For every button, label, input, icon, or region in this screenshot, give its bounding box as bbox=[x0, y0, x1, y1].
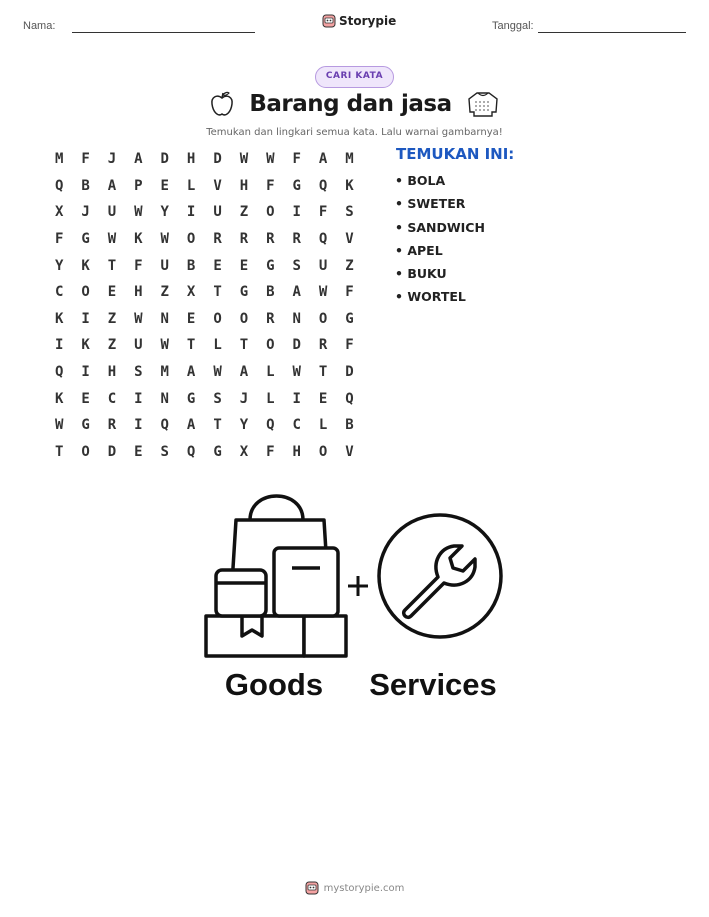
grid-cell[interactable]: I bbox=[134, 390, 143, 407]
grid-cell[interactable]: W bbox=[213, 364, 222, 381]
grid-cell[interactable]: E bbox=[186, 310, 196, 327]
word-item: • BUKU bbox=[395, 266, 447, 282]
grid-cell[interactable]: I bbox=[186, 204, 196, 221]
grid-cell[interactable]: G bbox=[266, 257, 275, 274]
grid-cell[interactable]: Q bbox=[345, 390, 354, 407]
grid-cell[interactable]: A bbox=[318, 151, 328, 168]
grid-cell[interactable]: K bbox=[54, 310, 64, 327]
grid-cell[interactable]: R bbox=[213, 231, 222, 248]
grid-cell[interactable]: N bbox=[292, 310, 301, 327]
grid-cell[interactable]: T bbox=[54, 443, 64, 460]
grid-cell[interactable]: H bbox=[107, 364, 117, 381]
grid-cell[interactable]: W bbox=[134, 204, 143, 221]
grid-cell[interactable]: Z bbox=[345, 257, 354, 274]
grid-row bbox=[46, 412, 363, 439]
grid-cell[interactable]: W bbox=[160, 337, 169, 354]
grid-cell[interactable]: F bbox=[54, 231, 64, 248]
grid-cell[interactable]: S bbox=[213, 390, 222, 407]
grid-cell[interactable]: Q bbox=[266, 417, 275, 434]
grid-cell[interactable]: Y bbox=[54, 257, 64, 274]
grid-row bbox=[46, 439, 363, 466]
grid-cell[interactable]: E bbox=[81, 390, 90, 407]
grid-cell[interactable]: K bbox=[54, 390, 64, 407]
grid-cell[interactable]: U bbox=[318, 257, 328, 274]
grid-cell[interactable]: O bbox=[81, 443, 90, 460]
grid-cell[interactable]: D bbox=[292, 337, 301, 354]
grid-cell[interactable]: J bbox=[239, 390, 249, 407]
grid-cell[interactable]: I bbox=[134, 417, 143, 434]
grid-cell[interactable]: U bbox=[160, 257, 169, 274]
grid-row bbox=[46, 252, 363, 279]
grid-cell[interactable]: U bbox=[134, 337, 143, 354]
word-item: • SWETER bbox=[395, 196, 466, 212]
grid-row bbox=[46, 306, 363, 333]
grid-cell[interactable]: H bbox=[292, 443, 301, 460]
word-item: • BOLA bbox=[395, 173, 446, 188]
grid-cell[interactable]: L bbox=[266, 364, 275, 381]
grid-cell[interactable]: P bbox=[134, 177, 143, 194]
grid-cell[interactable]: G bbox=[345, 310, 354, 327]
date-label: Tanggal: bbox=[492, 20, 534, 32]
title-row bbox=[0, 90, 709, 118]
grid-cell[interactable]: B bbox=[266, 284, 275, 301]
grid-cell[interactable]: X bbox=[239, 443, 249, 460]
grid-cell[interactable]: Q bbox=[160, 417, 169, 434]
find-heading: TEMUKAN INI: bbox=[396, 145, 515, 163]
grid-cell[interactable]: J bbox=[107, 151, 117, 168]
grid-cell[interactable]: A bbox=[186, 364, 196, 381]
word-item: • WORTEL bbox=[395, 289, 466, 305]
grid-cell[interactable]: D bbox=[160, 151, 169, 168]
grid-cell[interactable]: Q bbox=[318, 177, 328, 194]
grid-cell[interactable]: O bbox=[186, 231, 196, 248]
grid-cell[interactable]: I bbox=[81, 364, 90, 381]
grid-cell[interactable]: O bbox=[266, 204, 275, 221]
grid-cell[interactable]: X bbox=[54, 204, 64, 221]
grid-cell[interactable]: M bbox=[54, 151, 64, 168]
grid-cell[interactable]: F bbox=[318, 204, 328, 221]
goods-services-illustration bbox=[200, 490, 510, 710]
grid-cell[interactable]: B bbox=[345, 417, 354, 434]
grid-row bbox=[46, 199, 363, 226]
word-item: • SANDWICH bbox=[395, 219, 485, 235]
grid-cell[interactable]: A bbox=[239, 364, 249, 381]
grid-cell[interactable]: Q bbox=[54, 364, 64, 381]
grid-cell[interactable]: K bbox=[81, 257, 90, 274]
grid-cell[interactable]: Z bbox=[239, 204, 249, 221]
grid-cell[interactable]: K bbox=[345, 177, 354, 194]
grid-cell[interactable]: F bbox=[266, 443, 275, 460]
sweater-icon bbox=[466, 90, 500, 118]
grid-cell[interactable]: R bbox=[239, 231, 249, 248]
grid-cell[interactable]: B bbox=[81, 177, 90, 194]
grid-cell[interactable]: E bbox=[107, 284, 117, 301]
grid-row bbox=[46, 226, 363, 253]
grid-cell[interactable]: T bbox=[213, 417, 222, 434]
grid-cell[interactable]: F bbox=[345, 337, 354, 354]
grid-cell[interactable]: G bbox=[81, 417, 90, 434]
grid-cell[interactable]: S bbox=[134, 364, 143, 381]
grid-cell[interactable]: K bbox=[134, 231, 143, 248]
grid-cell[interactable]: N bbox=[160, 310, 169, 327]
goods-label: Goods bbox=[224, 667, 324, 702]
activity-badge: CARI KATA bbox=[315, 66, 394, 88]
word-item: • APEL bbox=[395, 242, 443, 258]
name-line[interactable] bbox=[72, 32, 255, 33]
grid-cell[interactable]: F bbox=[134, 257, 143, 274]
grid-cell[interactable]: U bbox=[107, 204, 117, 221]
grid-cell[interactable]: R bbox=[292, 231, 301, 248]
grid-cell[interactable]: M bbox=[160, 364, 169, 381]
grid-cell[interactable]: M bbox=[345, 151, 354, 168]
grid-cell[interactable]: I bbox=[81, 310, 90, 327]
grid-cell[interactable]: T bbox=[186, 337, 196, 354]
services-label: Services bbox=[369, 667, 497, 702]
grid-cell[interactable]: K bbox=[81, 337, 90, 354]
grid-cell[interactable]: Y bbox=[239, 417, 249, 434]
brand-logo bbox=[322, 13, 396, 29]
grid-cell[interactable]: J bbox=[81, 204, 90, 221]
grid-cell[interactable]: Y bbox=[160, 204, 169, 221]
grid-cell[interactable]: L bbox=[266, 390, 275, 407]
grid-cell[interactable]: G bbox=[292, 177, 301, 194]
grid-cell[interactable]: H bbox=[239, 177, 249, 194]
grid-cell[interactable]: V bbox=[345, 443, 354, 460]
footer-url[interactable]: mystorypie.com bbox=[323, 882, 405, 894]
grid-cell[interactable]: X bbox=[186, 284, 196, 301]
grid-cell[interactable]: F bbox=[266, 177, 275, 194]
grid-cell[interactable]: V bbox=[345, 231, 354, 248]
grid-cell[interactable]: R bbox=[107, 417, 117, 434]
grid-cell[interactable]: W bbox=[239, 151, 249, 168]
grid-cell[interactable]: L bbox=[318, 417, 328, 434]
grid-cell[interactable]: Z bbox=[107, 337, 117, 354]
grid-cell[interactable]: I bbox=[292, 204, 301, 221]
grid-cell[interactable]: V bbox=[213, 177, 222, 194]
apple-icon bbox=[209, 90, 235, 118]
grid-cell[interactable]: F bbox=[345, 284, 354, 301]
grid-cell[interactable]: O bbox=[239, 310, 249, 327]
grid-row bbox=[46, 359, 363, 386]
grid-cell[interactable]: B bbox=[186, 257, 196, 274]
grid-cell[interactable]: S bbox=[292, 257, 301, 274]
grid-cell[interactable]: L bbox=[186, 177, 196, 194]
grid-cell[interactable]: I bbox=[292, 390, 301, 407]
grid-cell[interactable]: W bbox=[54, 417, 64, 434]
grid-cell[interactable]: S bbox=[160, 443, 169, 460]
grid-cell[interactable]: L bbox=[213, 337, 222, 354]
grid-cell[interactable]: E bbox=[318, 390, 328, 407]
grid-cell[interactable]: H bbox=[186, 151, 196, 168]
wrench-icon bbox=[379, 515, 501, 637]
grid-cell[interactable]: W bbox=[107, 231, 117, 248]
grid-cell[interactable]: Z bbox=[160, 284, 169, 301]
grid-cell[interactable]: C bbox=[54, 284, 64, 301]
page-title: Barang dan jasa bbox=[249, 91, 452, 117]
grid-cell[interactable]: W bbox=[318, 284, 328, 301]
grid-cell[interactable]: N bbox=[160, 390, 169, 407]
word-search-grid[interactable] bbox=[46, 146, 363, 465]
grid-row bbox=[46, 332, 363, 359]
grid-cell[interactable]: O bbox=[318, 443, 328, 460]
date-line[interactable] bbox=[538, 32, 686, 33]
grid-cell[interactable]: W bbox=[134, 310, 143, 327]
grid-cell[interactable]: C bbox=[107, 390, 117, 407]
grid-cell[interactable]: G bbox=[239, 284, 249, 301]
grid-cell[interactable]: O bbox=[266, 337, 275, 354]
grid-cell[interactable]: I bbox=[54, 337, 64, 354]
grid-cell[interactable]: D bbox=[213, 151, 222, 168]
grid-cell[interactable]: Z bbox=[107, 310, 117, 327]
grid-cell[interactable]: H bbox=[134, 284, 143, 301]
grid-row bbox=[46, 173, 363, 200]
grid-cell[interactable]: A bbox=[107, 177, 117, 194]
grid-row bbox=[46, 279, 363, 306]
grid-cell[interactable]: A bbox=[292, 284, 301, 301]
name-label: Nama: bbox=[23, 20, 56, 32]
grid-cell[interactable]: R bbox=[266, 310, 275, 327]
grid-cell[interactable]: D bbox=[345, 364, 354, 381]
storypie-logo-icon bbox=[305, 880, 319, 896]
grid-cell[interactable]: W bbox=[160, 231, 169, 248]
grid-cell[interactable]: E bbox=[134, 443, 143, 460]
grid-cell[interactable]: R bbox=[266, 231, 275, 248]
grid-row bbox=[46, 146, 363, 173]
grid-cell[interactable]: E bbox=[239, 257, 249, 274]
word-list bbox=[395, 172, 485, 312]
grid-cell[interactable]: T bbox=[107, 257, 117, 274]
grid-cell[interactable]: Q bbox=[318, 231, 328, 248]
grid-cell[interactable]: S bbox=[345, 204, 354, 221]
grid-cell[interactable]: U bbox=[213, 204, 222, 221]
grid-cell[interactable]: T bbox=[213, 284, 222, 301]
grid-cell[interactable]: R bbox=[318, 337, 328, 354]
grid-cell[interactable]: O bbox=[318, 310, 328, 327]
goods-icon bbox=[206, 496, 346, 656]
grid-cell[interactable]: G bbox=[186, 390, 196, 407]
footer bbox=[0, 880, 709, 896]
grid-cell[interactable]: T bbox=[318, 364, 328, 381]
grid-cell[interactable]: G bbox=[213, 443, 222, 460]
grid-cell[interactable]: F bbox=[81, 151, 90, 168]
brand-name: Storypie bbox=[339, 14, 397, 28]
plus-icon bbox=[348, 576, 368, 596]
grid-cell[interactable]: Q bbox=[54, 177, 64, 194]
grid-cell[interactable]: E bbox=[213, 257, 222, 274]
grid-cell[interactable]: C bbox=[292, 417, 301, 434]
grid-cell[interactable]: T bbox=[239, 337, 249, 354]
grid-cell[interactable]: D bbox=[107, 443, 117, 460]
grid-cell[interactable]: W bbox=[266, 151, 275, 168]
grid-cell[interactable]: A bbox=[134, 151, 143, 168]
grid-cell[interactable]: F bbox=[292, 151, 301, 168]
grid-cell[interactable]: W bbox=[292, 364, 301, 381]
grid-cell[interactable]: E bbox=[160, 177, 169, 194]
grid-cell[interactable]: G bbox=[81, 231, 90, 248]
instructions: Temukan dan lingkari semua kata. Lalu warnai gambarnya! bbox=[206, 127, 503, 138]
grid-cell[interactable]: O bbox=[81, 284, 90, 301]
grid-cell[interactable]: O bbox=[213, 310, 222, 327]
grid-cell[interactable]: Q bbox=[186, 443, 196, 460]
grid-cell[interactable]: A bbox=[186, 417, 196, 434]
grid-row bbox=[46, 385, 363, 412]
storypie-logo-icon bbox=[322, 13, 336, 29]
